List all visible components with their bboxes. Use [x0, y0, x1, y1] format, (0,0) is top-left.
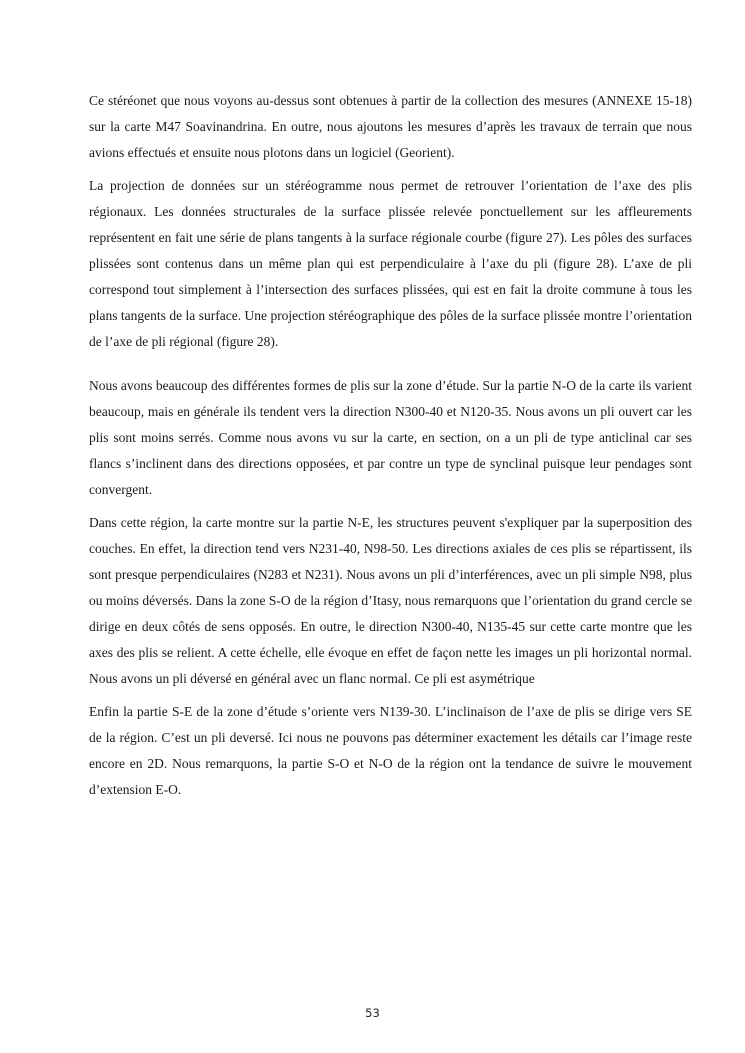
paragraph-stereonet-source: Ce stéréonet que nous voyons au-dessus sont obtenues à partir de la collection des mesures (ANNEXE 15-18) sur la carte M47 Soavinandrina. En outre, nous ajoutons les mesures d’après les travaux de terrain que nous avions effectués et ensuite nous plotons dans un logiciel (Georient).	[89, 93, 692, 160]
page-number: 53	[365, 1006, 380, 1020]
paragraph-ne-region: Dans cette région, la carte montre sur la partie N-E, les structures peuvent s'expliquer par la superposition des couches. En effet, la direction tend vers N231-40, N98-50. Les directions axiales de ces plis se répartissent, ils sont presque perpendiculaires (N283 et N231). Nous avons un pli d’interférences, avec un pli simple N98, plus ou moins déversés. Dans la zone S-O de la région d’Itasy, nous remarquons que l’orientation du grand cercle se dirige en deux côtés de sens opposés. En outre, le direction N300-40, N135-45 sur cette carte montre que les axes des plis se relient. A cette échelle, elle évoque en effet de façon nette les images un pli horizontal normal. Nous avons un pli déversé en général avec un flanc normal. Ce pli est asymétrique	[89, 515, 692, 686]
paragraph-fold-forms-no: Nous avons beaucoup des différentes formes de plis sur la zone d’étude. Sur la partie N-O de la carte ils varient beaucoup, mais en générale ils tendent vers la direction N300-40 et N120-35. Nous avons un pli ouvert car les plis sont moins serrés. Comme nous avons vu sur la carte, en section, on a un pli de type anticlinal car ses flancs s’inclinent dans des directions opposées, et par contre un type de synclinal puisque leur pendages sont convergent.	[89, 378, 692, 497]
paragraph-se-zone: Enfin la partie S-E de la zone d’étude s’oriente vers N139-30. L’inclinaison de l’axe de plis se dirige vers SE de la région. C’est un pli deversé. Ici nous ne pouvons pas déterminer exactement les détails car l’image reste encore en 2D. Nous remarquons, la partie S-O et N-O de la région ont la tendance de suivre le mouvement d’extension E-O.	[89, 704, 692, 797]
body-text	[89, 88, 692, 803]
paragraph-stereogram-projection: La projection de données sur un stéréogramme nous permet de retrouver l’orientation de l’axe des plis régionaux. Les données structurales de la surface plissée relevée ponctuellement sur les affleurements représentent en fait une série de plans tangents à la surface régionale courbe (figure 27). Les pôles des surfaces plissées sont contenus dans un même plan qui est perpendiculaire à l’axe du pli (figure 28). L’axe de pli correspond tout simplement à l’intersection des surfaces plissées, qui est en fait la droite commune à tous les plans tangents de la surface. Une projection stéréographique des pôles de la surface plissée montre l’orientation de l’axe de pli régional (figure 28).	[89, 178, 692, 349]
